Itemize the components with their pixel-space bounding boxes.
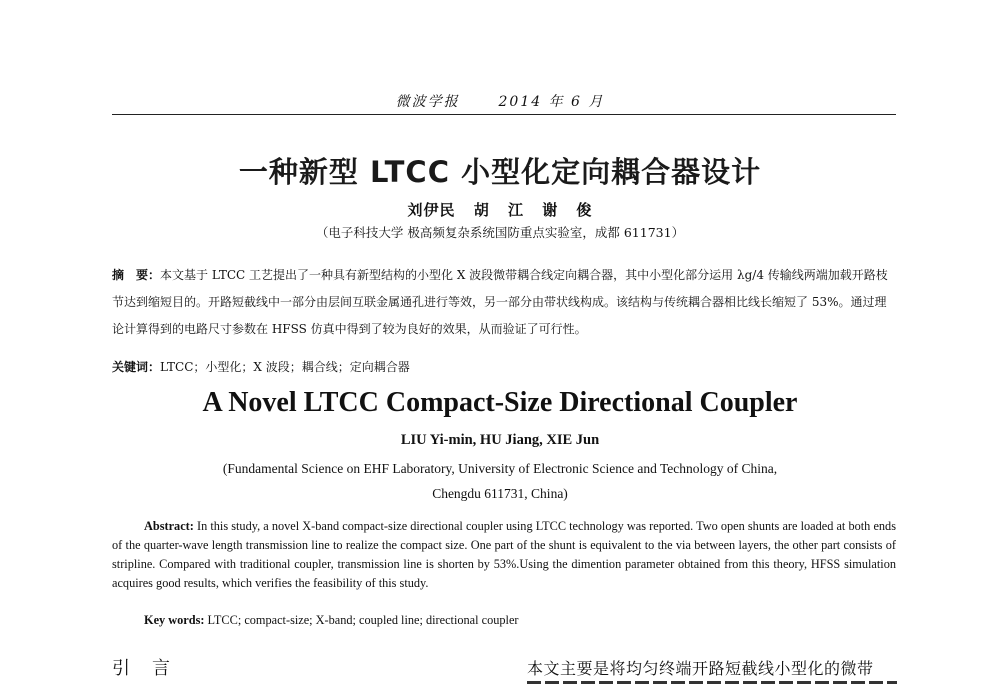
header-rule: [112, 114, 896, 115]
chinese-abstract-text: 本文基于 LTCC 工艺提出了一种具有新型结构的小型化 X 波段微带耦合线定向耦合器，其中小型化部分运用 λg/4 传输线两端加载开路枝节达到缩短目的。开路短截线中一部分由层间互联金属通孔进行等效，另一部分由带状线构成。该结构与传统耦合器相比线长缩短了 53%。通过理论计算得到的电路尺寸参数在 HFSS 仿真中得到了较为良好的效果，从而验证了可行性。: [112, 268, 888, 336]
english-affiliation-line2: Chengdu 611731, China): [432, 486, 568, 501]
english-keywords-label: Key words:: [144, 613, 205, 627]
english-affiliation-line1: (Fundamental Science on EHF Laboratory, University of Electronic Science and Technology of China,: [222, 461, 778, 476]
section-heading-introduction: 引 言: [112, 658, 172, 679]
english-keywords: [144, 611, 896, 630]
right-column-text: 本文主要是将均匀终端开路短截线小型化的微带: [527, 659, 874, 678]
chinese-keywords: [112, 357, 896, 377]
chinese-keywords-label: 关键词：: [112, 360, 161, 374]
chinese-authors: 刘伊民 胡 江 谢 俊: [407, 201, 593, 219]
chinese-title: 一种新型 LTCC 小型化定向耦合器设计: [238, 155, 762, 189]
english-abstract-text: In this study, a novel X-band compact-size directional coupler using LTCC technology was reported. Two open shunts are loaded at both ends of the quarter-wave length transmission line to realize the compact size. One part of the shunt is equivalent to the via between layers, the other part consists of stripline. Compared with traditional coupler, transmission line is shorten by 53%.Using the dimention parameter obtained from this theory, HFSS simulation acquires good results, which verifies the feasibility of this study.: [112, 519, 896, 590]
chinese-abstract: [112, 262, 896, 343]
journal-name: 微波学报: [395, 94, 460, 110]
chinese-keywords-text: LTCC；小型化；X 波段；耦合线；定向耦合器: [160, 360, 410, 374]
chinese-affiliation: （电子科技大学 极高频复杂系统国防重点实验室，成都 611731）: [315, 225, 685, 240]
issue-date: 2014 年 6 月: [498, 94, 605, 110]
english-affiliation: [0, 456, 1000, 506]
english-title: A Novel LTCC Compact-Size Directional Coupler: [202, 387, 798, 418]
english-abstract: [112, 517, 896, 593]
running-head: [0, 91, 1000, 111]
english-keywords-text: LTCC; compact-size; X-band; coupled line; directional coupler: [204, 613, 519, 627]
english-abstract-label: Abstract:: [144, 519, 194, 533]
chinese-abstract-label: 摘 要：: [112, 268, 161, 282]
english-authors: LIU Yi-min, HU Jiang, XIE Jun: [400, 432, 600, 448]
